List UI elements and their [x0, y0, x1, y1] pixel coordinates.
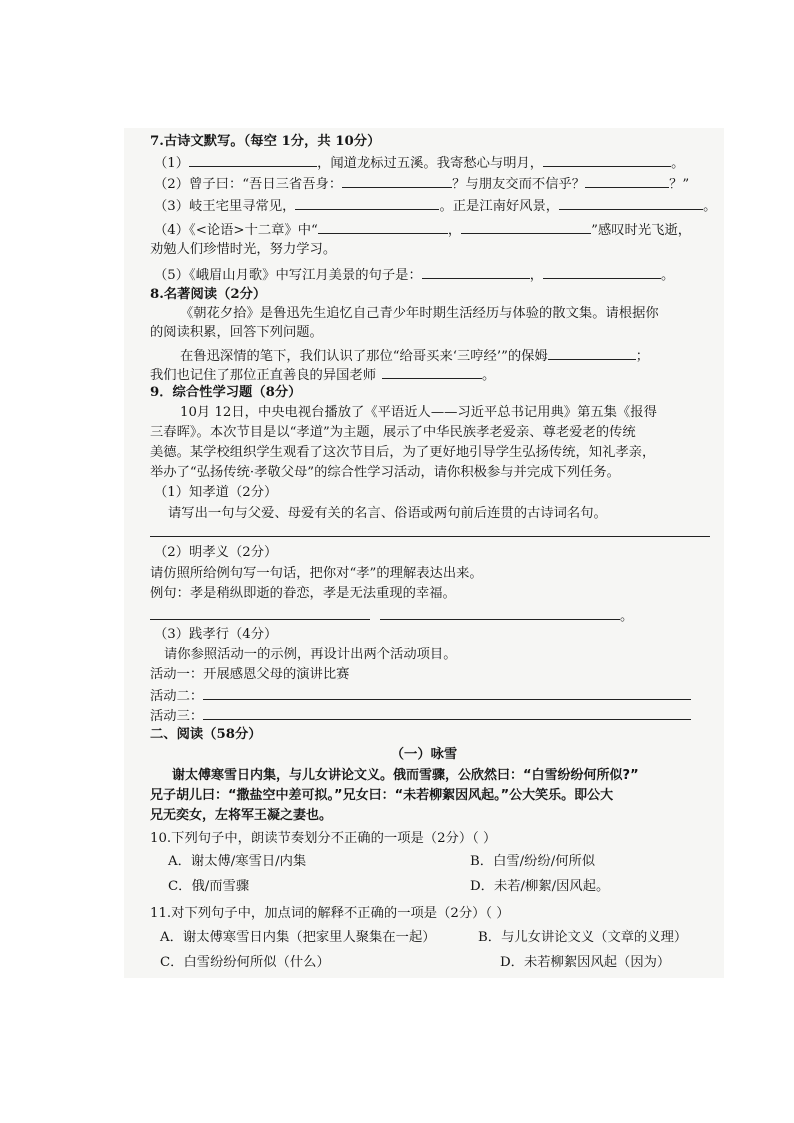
- q7-3-blank-b[interactable]: [559, 196, 703, 210]
- q8-header: 8.名著阅读（2分）: [150, 287, 267, 302]
- q9-activity-3-label: 活动三：: [150, 709, 204, 724]
- q7-2-text-b: ？与朋友交而不信乎？: [452, 177, 586, 192]
- q7-5-end: 。: [661, 268, 675, 283]
- q7-4-blank-a[interactable]: [318, 220, 448, 234]
- q7-line-4: [154, 220, 691, 240]
- passage-line-2: 兄子胡儿曰：“撒盐空中差可拟。”兄女曰：“未若柳絮因风起。”公大笑乐。即公大: [150, 788, 614, 803]
- q7-line-2: [154, 174, 689, 194]
- q7-1-blank-a[interactable]: [189, 153, 317, 167]
- q7-2-text-a: （2）曾子曰：“吾日三省吾身：: [154, 177, 343, 192]
- q9-para-4: 举办了“弘扬传统·孝敬父母”的综合性学习活动，请你积极参与并完成下列任务。: [150, 465, 620, 480]
- q9-activity-2-label: 活动二：: [150, 689, 204, 704]
- q9-sub3-text: 请你参照活动一的示例，再设计出两个活动项目。: [164, 647, 457, 662]
- q10-option-c[interactable]: C．俄/而雪骤: [168, 879, 250, 894]
- q7-line-5: [154, 265, 674, 285]
- q11-option-a[interactable]: A．谢太傅寒雪日内集（把家里人聚集在一起）: [160, 930, 436, 945]
- q7-2-blank-b[interactable]: [585, 174, 669, 188]
- q8-3-text: 在鲁迅深情的笔下，我们认识了那位“给哥买来‘三哼经’”的保姆: [180, 349, 548, 364]
- q11-option-b[interactable]: B．与儿女讲论文义（文章的义理）: [478, 930, 688, 945]
- section2-header: 二、阅读（58分）: [150, 727, 262, 742]
- q11-option-c[interactable]: C．白雪纷纷何所似（什么）: [160, 955, 330, 970]
- q7-4-text-c: ”感叹时光飞逝，: [591, 223, 692, 238]
- q9-activity-2-blank[interactable]: [203, 686, 691, 700]
- q9-sub2-end: 。: [620, 609, 634, 624]
- q9-sub2-answer: [150, 606, 633, 626]
- q9-para-3: 美德。某学校组织学生观看了这次节目后，为了更好地引导学生弘扬传统，知礼孝亲，: [150, 445, 656, 460]
- q7-4-text-a: （4）《<论语>十二章》中“: [154, 223, 318, 238]
- q9-activity-2: [150, 686, 691, 706]
- q9-sub2-blank-a[interactable]: [150, 606, 370, 620]
- q9-sub3-title: （3）践孝行（4分）: [154, 627, 278, 642]
- q7-header: 7.古诗文默写。（每空 1分，共 10分）: [150, 134, 381, 149]
- q9-activity-1: 活动一：开展感恩父母的演讲比赛: [150, 667, 350, 682]
- q7-3-end: 。: [703, 199, 717, 214]
- passage-line-3: 兄无奕女，左将军王凝之妻也。: [150, 808, 333, 823]
- q7-2-blank-a[interactable]: [342, 174, 452, 188]
- q7-3-blank-a[interactable]: [295, 196, 439, 210]
- q7-5-text: （5）《峨眉山月歌》中写江月美景的句子是：: [154, 268, 422, 283]
- q8-para-2: 的阅读积累，回答下列问题。: [150, 325, 323, 340]
- q10-stem: 10.下列句子中，朗读节奏划分不正确的一项是（2分）（ ）: [150, 831, 497, 846]
- q10-option-b[interactable]: B．白雪/纷纷/何所似: [470, 854, 596, 869]
- q9-para-2: 三春晖》。本次节目是以“孝道”为主题，展示了中华民族孝老爱亲、尊老爱老的传统: [150, 425, 636, 440]
- q9-activity-3: [150, 706, 691, 726]
- passage-title: （一）咏雪: [390, 747, 458, 762]
- q7-1-blank-b[interactable]: [543, 153, 671, 167]
- q7-3-text-b: 。正是江南好风景，: [439, 199, 560, 214]
- q7-line-1: [154, 153, 684, 173]
- q9-sub2-text: 请仿照所给例句写一句话，把你对“孝”的理解表达出来。: [150, 566, 483, 581]
- q7-4-text-b: ，: [447, 223, 462, 238]
- q8-para-1: 《朝花夕拾》是鲁迅先生追忆自己青少年时期生活经历与体验的散文集。请根据你: [180, 306, 659, 321]
- q7-2-end: ？”: [669, 177, 690, 192]
- q7-5-blank-b[interactable]: [543, 265, 661, 279]
- q7-1-label: （1）: [154, 156, 190, 171]
- q9-sub2-title: （2）明孝义（2分）: [154, 545, 278, 560]
- q11-stem: 11.对下列句子中，加点词的解释不正确的一项是（2分）（ ）: [150, 906, 510, 921]
- q9-para-1: 10月 12日，中央电视台播放了《平语近人——习近平总书记用典》第五集《报得: [180, 405, 657, 420]
- q8-3-end: ；: [635, 349, 650, 364]
- q11-option-d[interactable]: D．未若柳絮因风起（因为）: [500, 955, 671, 970]
- q9-activity-3-blank[interactable]: [203, 706, 691, 720]
- q7-line-4-cont: 劝勉人们珍惜时光，努力学习。: [150, 242, 337, 257]
- q8-4-text: 我们也记住了那位正直善良的异国老师: [150, 368, 377, 383]
- q8-4-end: 。: [482, 368, 496, 383]
- q7-line-3: [154, 196, 716, 216]
- q9-header: 9．综合性学习题（8分）: [150, 385, 302, 400]
- q10-option-d[interactable]: D．未若/柳絮/因风起。: [470, 879, 610, 894]
- q7-3-text-a: （3）岐王宅里寻常见，: [154, 199, 296, 214]
- q7-5-blank-a[interactable]: [422, 265, 530, 279]
- q7-4-blank-b[interactable]: [461, 220, 591, 234]
- q7-5-sep: ，: [529, 268, 544, 283]
- q9-sub2-blank-b[interactable]: [380, 606, 620, 620]
- q9-sub2-example: 例句：孝是稍纵即逝的眷恋，孝是无法重现的幸福。: [150, 586, 456, 601]
- q9-sub1-title: （1）知孝道（2分）: [154, 485, 278, 500]
- q7-1-text: ，闻道龙标过五溪。我寄愁心与明月，: [317, 156, 544, 171]
- q8-blank-teacher[interactable]: [382, 365, 482, 379]
- q9-sub1-answer-line[interactable]: [150, 536, 710, 537]
- q8-para-4: [150, 365, 495, 385]
- q7-1-end: 。: [671, 156, 685, 171]
- q8-para-3: [180, 346, 649, 366]
- passage-line-1: 谢太傅寒雪日内集，与儿女讲论文义。俄而雪骤，公欣然曰：“白雪纷纷何所似?”: [172, 768, 639, 783]
- q10-option-a[interactable]: A．谢太傅/寒雪日/内集: [168, 854, 307, 869]
- q8-blank-nanny[interactable]: [548, 346, 636, 360]
- q9-sub1-text: 请写出一句与父爱、母爱有关的名言、俗语或两句前后连贯的古诗词名句。: [168, 506, 607, 521]
